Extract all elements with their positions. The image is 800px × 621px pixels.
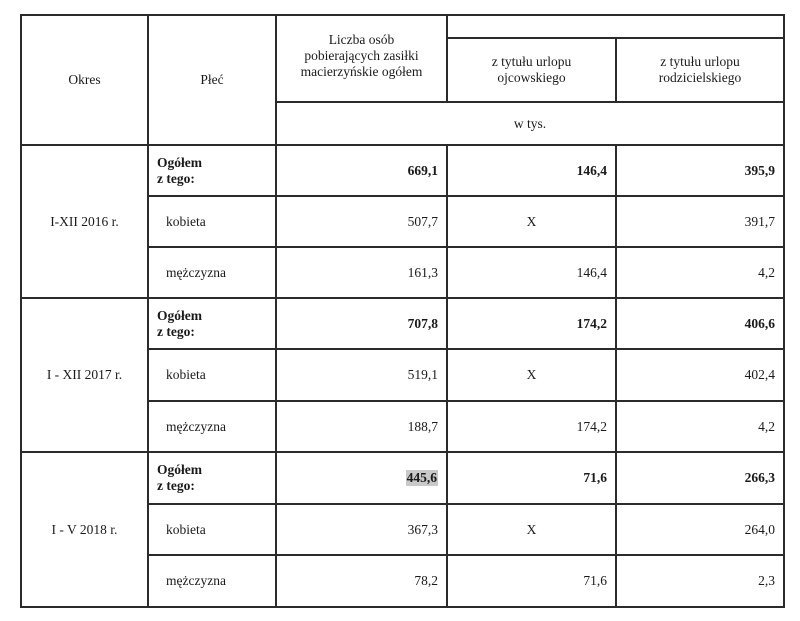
table-border-right: [783, 14, 785, 608]
header-units: [277, 103, 783, 144]
period-2017: I - XII 2017 r.: [46, 367, 123, 382]
value: 146,4: [576, 162, 607, 178]
parental-value: [617, 299, 783, 348]
header-sex: [149, 16, 275, 144]
period-label: [22, 299, 147, 451]
highlighted-value: 445,6: [406, 470, 437, 485]
value: 146,4: [576, 264, 607, 280]
sex-cell-female: [149, 505, 275, 554]
sex-label: mężczyzna: [166, 264, 226, 280]
paternity-value: [448, 248, 615, 297]
sex-label: mężczyzna: [166, 418, 226, 434]
total-value: [277, 299, 446, 348]
header-total: [277, 16, 446, 101]
header-paternity-line1: z tytułu urlopu: [491, 54, 572, 69]
value: X: [526, 367, 537, 382]
header-parental: [617, 39, 783, 101]
value: 2,3: [758, 573, 775, 588]
period-label: [22, 146, 147, 297]
value: 406,6: [744, 315, 775, 331]
header-period: [22, 16, 147, 144]
header-period-label: Okres: [68, 72, 101, 87]
value: 266,3: [744, 470, 775, 485]
sex-cell-male: [149, 402, 275, 451]
value: 367,3: [407, 521, 438, 537]
header-parental-line2: rodzicielskiego: [658, 70, 742, 85]
paternity-value: [448, 505, 615, 554]
sex-label: kobieta: [166, 367, 206, 382]
period-2016: I-XII 2016 r.: [50, 213, 119, 229]
sex-subtotal-label: z tego:: [157, 170, 195, 186]
period-label: [22, 453, 147, 606]
total-value: [277, 453, 446, 503]
value: 507,7: [407, 213, 438, 229]
value: X: [526, 521, 537, 537]
value: 669,1: [407, 162, 438, 178]
parental-value: [617, 146, 783, 195]
total-value: [277, 505, 446, 554]
total-value: [277, 402, 446, 451]
sex-total-label: Ogółem: [157, 154, 202, 170]
parental-value: [617, 248, 783, 297]
sex-cell-total: [149, 299, 275, 348]
paternity-value: [448, 197, 615, 246]
sex-cell-total: [149, 146, 275, 195]
total-value: [277, 350, 446, 400]
value: 188,7: [407, 418, 438, 434]
header-total-line1: Liczba osób: [328, 31, 395, 47]
header-sex-label: Płeć: [200, 72, 224, 87]
value: 71,6: [583, 573, 607, 588]
sex-cell-female: [149, 350, 275, 400]
parental-value: [617, 197, 783, 246]
value: 4,2: [758, 264, 775, 280]
value: X: [526, 213, 537, 229]
value: 174,2: [576, 418, 607, 434]
paternity-value: [448, 453, 615, 503]
value: 402,4: [744, 367, 775, 382]
value: 71,6: [583, 470, 607, 485]
total-value: [277, 556, 446, 606]
parental-value: [617, 505, 783, 554]
value: 4,2: [758, 418, 775, 434]
value: 78,2: [414, 573, 438, 588]
sex-subtotal-label: z tego:: [157, 478, 195, 493]
value: 519,1: [407, 367, 438, 382]
sex-cell-total: [149, 453, 275, 503]
sex-cell-male: [149, 248, 275, 297]
total-value: [277, 248, 446, 297]
value: 707,8: [407, 315, 438, 331]
header-paternity-line2: ojcowskiego: [497, 70, 566, 85]
parental-value: [617, 453, 783, 503]
sex-total-label: Ogółem: [157, 307, 202, 323]
parental-value: [617, 402, 783, 451]
sex-label: mężczyzna: [166, 573, 226, 588]
units-label: w tys.: [513, 115, 547, 131]
paternity-value: [448, 402, 615, 451]
parental-value: [617, 350, 783, 400]
value: 264,0: [744, 521, 775, 537]
table-border-bottom: [20, 606, 785, 608]
paternity-value: [448, 350, 615, 400]
header-total-line3: macierzyńskie ogółem: [300, 63, 423, 79]
value: 391,7: [744, 213, 775, 229]
header-paternity: [448, 39, 615, 101]
sex-label: kobieta: [166, 213, 206, 229]
sex-total-label: Ogółem: [157, 462, 202, 477]
total-value: [277, 197, 446, 246]
paternity-value: [448, 146, 615, 195]
value: 174,2: [576, 315, 607, 331]
sex-cell-male: [149, 556, 275, 606]
sex-subtotal-label: z tego:: [157, 323, 195, 339]
paternity-value: [448, 556, 615, 606]
total-value: [277, 146, 446, 195]
header-parental-line1: z tytułu urlopu: [660, 54, 740, 69]
value: 395,9: [744, 162, 775, 178]
sex-label: kobieta: [166, 521, 206, 537]
parental-value: [617, 556, 783, 606]
header-total-line2: pobierających zasiłki: [304, 47, 419, 63]
paternity-value: [448, 299, 615, 348]
sex-cell-female: [149, 197, 275, 246]
value: 161,3: [407, 264, 438, 280]
period-2018: I - V 2018 r.: [51, 521, 118, 537]
